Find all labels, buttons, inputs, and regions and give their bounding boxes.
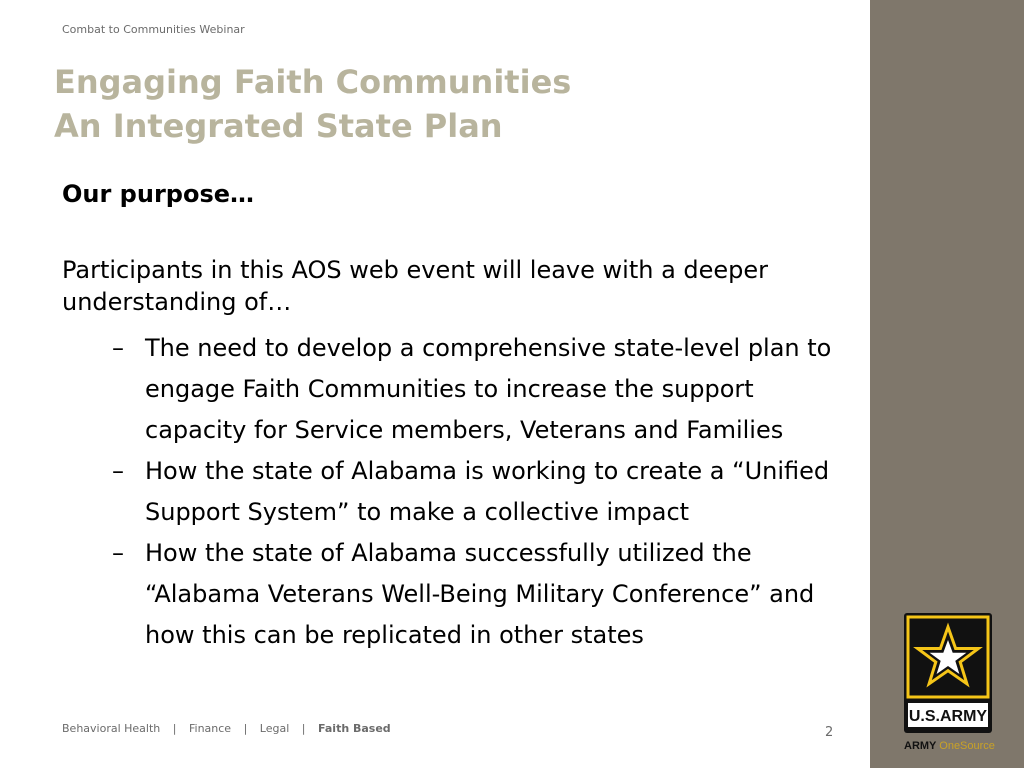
bullet-item (112, 533, 852, 656)
bullet-dash: – (112, 539, 124, 567)
footer-link-finance[interactable]: Finance (188, 722, 232, 735)
footer-separator: | (172, 722, 177, 735)
bullet-item (112, 328, 852, 451)
footer-nav (62, 722, 391, 735)
aos-prefix: ARMY (904, 740, 937, 752)
bullet-dash: – (112, 334, 124, 362)
bullet-text: How the state of Alabama successfully utilized the “Alabama Veterans Well-Being Military Conference” and how this can be replicated in other states (145, 539, 815, 649)
bullet-list (112, 328, 852, 656)
purpose-heading: Our purpose… (62, 180, 255, 208)
footer-link-legal[interactable]: Legal (259, 722, 290, 735)
footer-separator: | (243, 722, 248, 735)
bullet-item (112, 451, 852, 533)
logo-text: U.S.ARMY (908, 708, 988, 725)
army-logo (904, 613, 992, 733)
title-line-1: Engaging Faith Communities (54, 63, 572, 101)
army-onesource-label (904, 740, 995, 752)
bullet-text: How the state of Alabama is working to create a “Unified Support System” to make a collective impact (145, 457, 830, 526)
bullet-dash: – (112, 457, 124, 485)
title-line-2: An Integrated State Plan (54, 107, 503, 145)
slide-title (54, 60, 571, 148)
footer-separator: | (301, 722, 306, 735)
page-number: 2 (825, 725, 834, 740)
webinar-label: Combat to Communities Webinar (62, 23, 245, 36)
footer-link-behavioral-health[interactable]: Behavioral Health (62, 722, 161, 735)
aos-name: OneSource (939, 740, 995, 752)
bullet-text: The need to develop a comprehensive state-level plan to engage Faith Communities to increase the support capacity for Service members, Veterans and Families (145, 334, 832, 444)
footer-link-faith-based[interactable]: Faith Based (318, 722, 391, 735)
army-logo-graphic (904, 613, 992, 733)
intro-paragraph: Participants in this AOS web event will leave with a deeper understanding of… (62, 256, 769, 316)
